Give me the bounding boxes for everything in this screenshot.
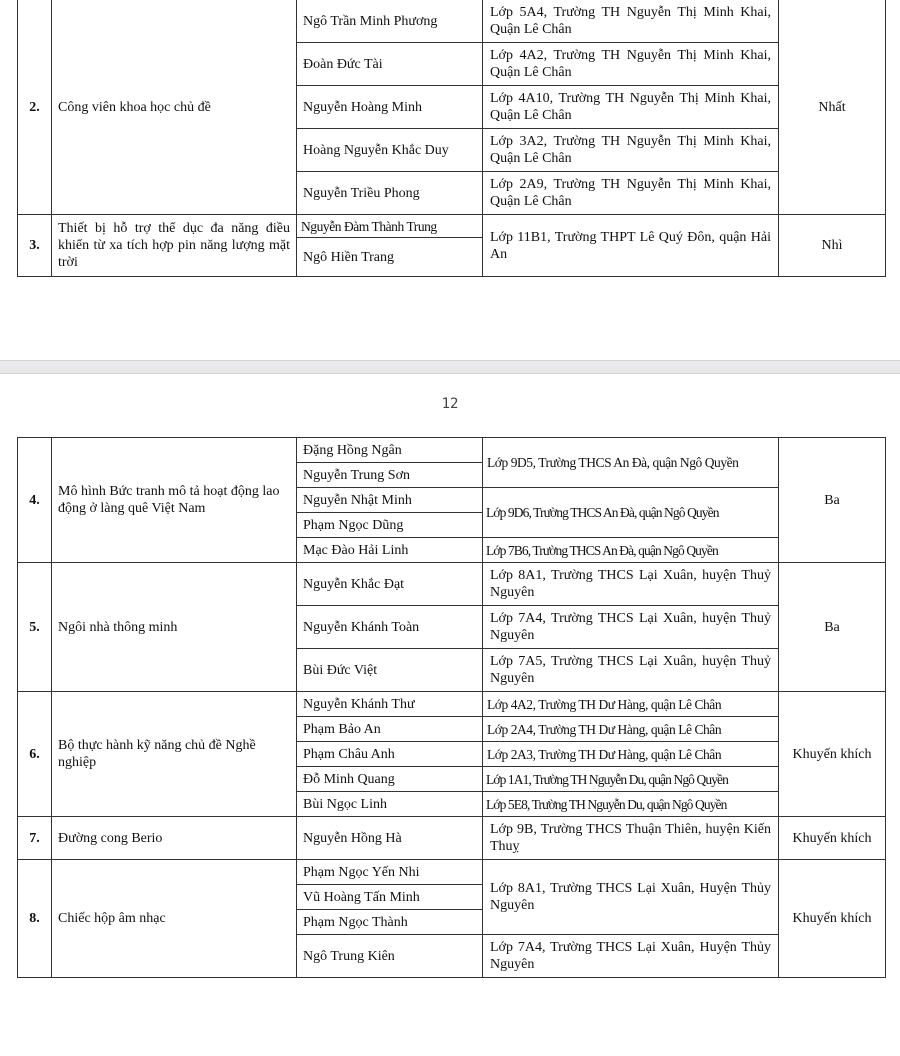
member-school: Lớp 8A1, Trường THCS Lại Xuân, Huyện Thủy Nguyên [483, 860, 779, 935]
member-school: Lớp 5E8, Trường TH Nguyễn Du, quận Ngô Quyền [483, 792, 779, 817]
member-school: Lớp 4A2, Trường TH Dư Hàng, quận Lê Chân [483, 692, 779, 717]
prize: Khuyến khích [779, 860, 886, 978]
row-number: 7. [18, 817, 52, 860]
project-name: Công viên khoa học chủ đề [52, 0, 297, 215]
page-top [0, 0, 900, 360]
row-number: 2. [18, 0, 52, 215]
member-school: Lớp 9D5, Trường THCS An Đà, quận Ngô Quyền [483, 438, 779, 488]
prize: Khuyến khích [779, 692, 886, 817]
prize: Nhì [779, 215, 886, 277]
table-row [18, 0, 886, 43]
page-separator [0, 360, 900, 374]
page-number: 12 [441, 396, 459, 412]
member-school: Lớp 2A4, Trường TH Dư Hàng, quận Lê Chân [483, 717, 779, 742]
member-school: Lớp 7B6, Trường THCS An Đà, quận Ngô Quyền [483, 538, 779, 563]
awards-table-bottom [17, 437, 886, 978]
member-name: Phạm Ngọc Dũng [297, 513, 483, 538]
member-school: Lớp 9B, Trường THCS Thuận Thiên, huyện Kiến Thuỵ [483, 817, 779, 860]
row-number: 6. [18, 692, 52, 817]
member-name: Phạm Bảo An [297, 717, 483, 742]
member-name: Ngô Trần Minh Phương [297, 0, 483, 43]
member-name: Nguyễn Nhật Minh [297, 488, 483, 513]
project-name: Thiết bị hỗ trợ thể dục đa năng điều khiển từ xa tích hợp pin năng lượng mặt trời [52, 215, 297, 277]
member-name: Ngô Trung Kiên [297, 935, 483, 978]
table-row [18, 215, 886, 238]
member-name: Nguyễn Khánh Toàn [297, 606, 483, 649]
member-school: Lớp 3A2, Trường TH Nguyễn Thị Minh Khai, Quận Lê Chân [483, 129, 779, 172]
member-name: Phạm Ngọc Yến Nhi [297, 860, 483, 885]
project-name: Chiếc hộp âm nhạc [52, 860, 297, 978]
member-name: Nguyễn Hồng Hà [297, 817, 483, 860]
member-school: Lớp 7A5, Trường THCS Lại Xuân, huyện Thuỷ Nguyên [483, 649, 779, 692]
member-name: Phạm Châu Anh [297, 742, 483, 767]
member-name: Nguyễn Triều Phong [297, 172, 483, 215]
table-row [18, 692, 886, 717]
awards-table-top [17, 0, 886, 277]
member-school: Lớp 8A1, Trường THCS Lại Xuân, huyện Thuỷ Nguyên [483, 563, 779, 606]
prize: Ba [779, 438, 886, 563]
member-name: Phạm Ngọc Thành [297, 910, 483, 935]
prize: Ba [779, 563, 886, 692]
table-row [18, 860, 886, 885]
member-name: Mạc Đào Hải Linh [297, 538, 483, 563]
member-school: Lớp 4A10, Trường TH Nguyễn Thị Minh Khai, Quận Lê Chân [483, 86, 779, 129]
member-name: Nguyễn Trung Sơn [297, 463, 483, 488]
member-school: Lớp 4A2, Trường TH Nguyễn Thị Minh Khai, Quận Lê Chân [483, 43, 779, 86]
row-number: 5. [18, 563, 52, 692]
member-name: Ngô Hiền Trang [297, 238, 483, 277]
member-name: Đặng Hồng Ngân [297, 438, 483, 463]
row-number: 8. [18, 860, 52, 978]
member-school: Lớp 1A1, Trường TH Nguyễn Du, quận Ngô Quyền [483, 767, 779, 792]
member-name: Nguyễn Khánh Thư [297, 692, 483, 717]
member-name: Vũ Hoàng Tấn Minh [297, 885, 483, 910]
table-row [18, 817, 886, 860]
row-number: 3. [18, 215, 52, 277]
page-bottom [0, 374, 900, 1056]
member-school: Lớp 7A4, Trường THCS Lại Xuân, huyện Thuỷ Nguyên [483, 606, 779, 649]
member-school: Lớp 9D6, Trường THCS An Đà, quận Ngô Quyền [483, 488, 779, 538]
member-name: Đoàn Đức Tài [297, 43, 483, 86]
member-name: Đỗ Minh Quang [297, 767, 483, 792]
member-school: Lớp 2A9, Trường TH Nguyễn Thị Minh Khai, Quận Lê Chân [483, 172, 779, 215]
member-name: Hoàng Nguyễn Khắc Duy [297, 129, 483, 172]
member-school: Lớp 5A4, Trường TH Nguyễn Thị Minh Khai, Quận Lê Chân [483, 0, 779, 43]
member-name: Nguyễn Khắc Đạt [297, 563, 483, 606]
member-school: Lớp 2A3, Trường TH Dư Hàng, quận Lê Chân [483, 742, 779, 767]
prize: Nhất [779, 0, 886, 215]
row-number: 4. [18, 438, 52, 563]
project-name: Bộ thực hành kỹ năng chủ đề Nghề nghiệp [52, 692, 297, 817]
prize: Khuyến khích [779, 817, 886, 860]
member-name: Nguyễn Đàm Thành Trung [297, 215, 483, 238]
project-name: Mô hình Bức tranh mô tả hoạt động lao động ở làng quê Việt Nam [52, 438, 297, 563]
member-school: Lớp 7A4, Trường THCS Lại Xuân, Huyện Thủy Nguyên [483, 935, 779, 978]
table-row [18, 438, 886, 463]
table-row [18, 563, 886, 606]
member-school: Lớp 11B1, Trường THPT Lê Quý Đôn, quận Hải An [483, 215, 779, 277]
project-name: Ngôi nhà thông minh [52, 563, 297, 692]
member-name: Bùi Đức Việt [297, 649, 483, 692]
project-name: Đường cong Berio [52, 817, 297, 860]
member-name: Nguyễn Hoàng Minh [297, 86, 483, 129]
member-name: Bùi Ngọc Linh [297, 792, 483, 817]
